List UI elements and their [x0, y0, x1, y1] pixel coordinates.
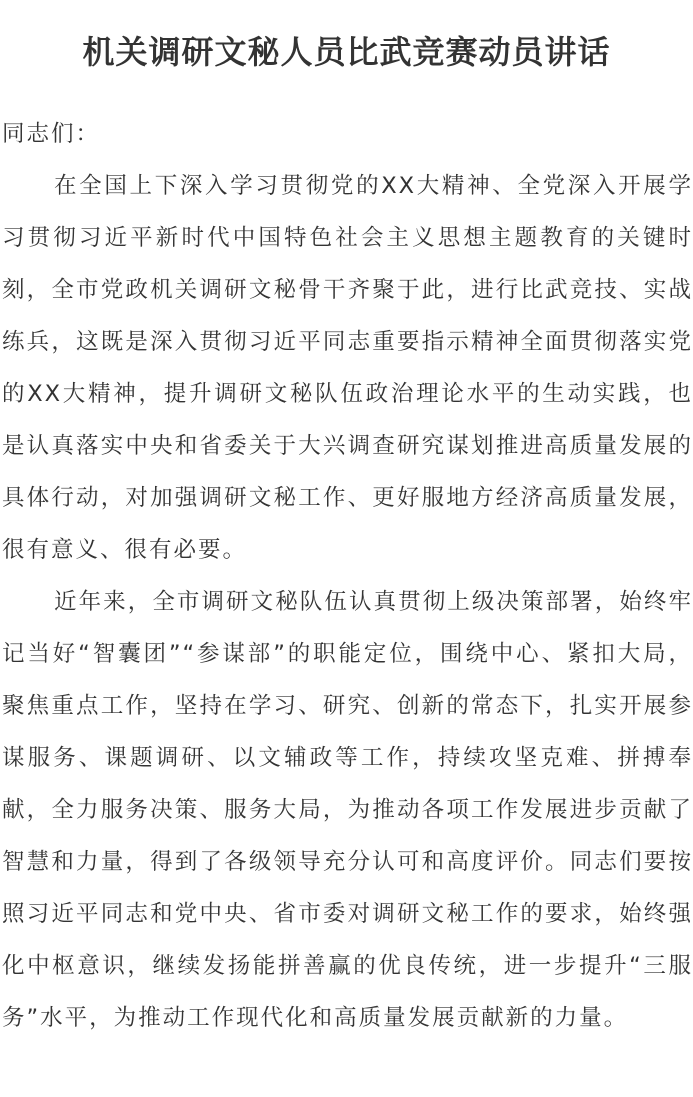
salutation: 同志们：: [2, 121, 101, 147]
paragraph-2: 近年来，全市调研文秘队伍认真贯彻上级决策部署，始终牢记当好“智囊团”“参谋部”的职能定位，围绕中心、紧扣大局，聚焦重点工作，坚持在学习、研究、创新的常态下，扎实开展参谋服务、课题调研、以文辅政等工作，持续攻坚克难、拼搏奉献，全力服务决策、服务大局，为推动各项工作发展进步贡献了智慧和力量，得到了各级领导充分认可和高度评价。同志们要按照习近平同志和党中央、省市委对调研文秘工作的要求，始终强化中枢意识，继续发扬能拼善赢的优良传统，进一步提升“三服务”水平，为推动工作现代化和高质量发展贡献新的力量。: [2, 589, 693, 1031]
document-body: [0, 108, 693, 1044]
document-title: 机关调研文秘人员比武竞赛动员讲话: [82, 33, 611, 71]
paragraph-1: 在全国上下深入学习贯彻党的XX大精神、全党深入开展学习贯彻习近平新时代中国特色社会主义思想主题教育的关键时刻，全市党政机关调研文秘骨干齐聚于此，进行比武竞技、实战练兵，这既是深入贯彻习近平同志重要指示精神全面贯彻落实党的XX大精神，提升调研文秘队伍政治理论水平的生动实践，也是认真落实中央和省委关于大兴调查研究谋划推进高质量发展的具体行动，对加强调研文秘工作、更好服地方经济高质量发展，很有意义、很有必要。: [2, 173, 693, 563]
